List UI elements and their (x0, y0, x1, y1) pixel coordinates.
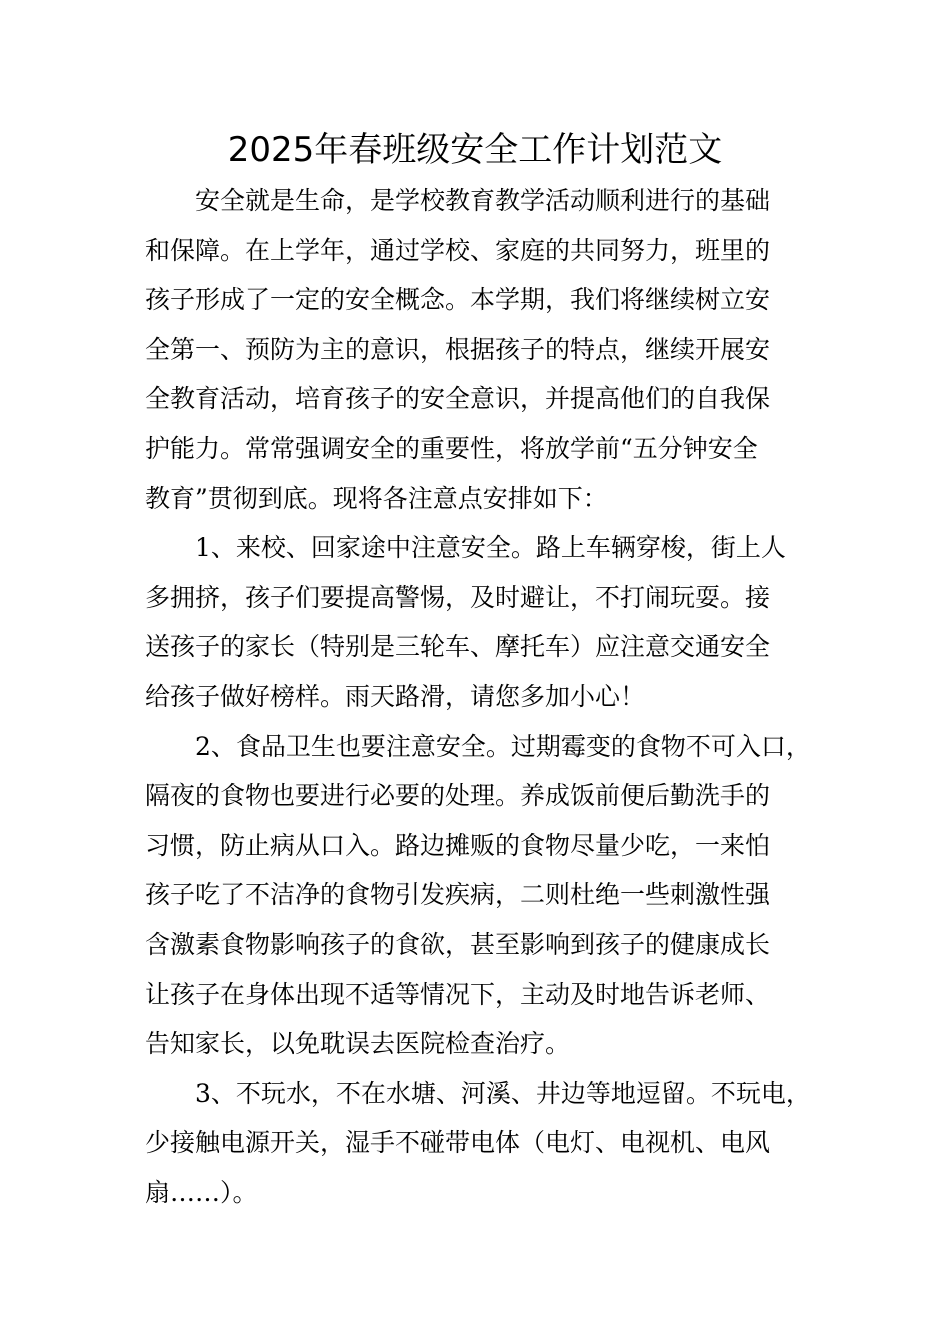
text-line: 习惯，防止病从口入。路边摊贩的食物尽量少吃，一来怕 (145, 830, 771, 860)
text-line: 多拥挤，孩子们要提高警惕，及时避让，不打闹玩耍。接 (145, 582, 771, 612)
text-line: 隔夜的食物也要进行必要的处理。养成饭前便后勤洗手的 (145, 781, 771, 811)
document-title: 2025年春班级安全工作计划范文 (227, 130, 723, 170)
text-line: 安全就是生命，是学校教育教学活动顺利进行的基础 (195, 186, 771, 215)
text-line: 2、食品卫生也要注意安全。过期霉变的食物不可入口， (195, 731, 811, 761)
text-line: 和保障。在上学年，通过学校、家庭的共同努力，班里的 (145, 235, 771, 265)
text-line: 让孩子在身体出现不适等情况下，主动及时地告诉老师、 (145, 979, 771, 1009)
text-line: 少接触电源开关，湿手不碰带电体（电灯、电视机、电风 (145, 1128, 771, 1158)
text-line: 送孩子的家长（特别是三轮车、摩托车）应注意交通安全 (145, 632, 771, 662)
paragraph-item-3 (145, 1069, 810, 1218)
text-line: 给孩子做好榜样。雨天路滑，请您多加小心！ (145, 681, 646, 711)
text-line: 全教育活动，培育孩子的安全意识，并提高他们的自我保 (145, 384, 771, 414)
text-line: 告知家长，以免耽误去医院检查治疗。 (145, 1029, 571, 1059)
text-line: 全第一、预防为主的意识，根据孩子的特点，继续开展安 (145, 334, 771, 364)
text-line: 含激素食物影响孩子的食欲，甚至影响到孩子的健康成长 (145, 929, 771, 959)
text-line: 扇……）。 (145, 1177, 258, 1207)
text-line: 教育”贯彻到底。现将各注意点安排如下： (145, 483, 608, 513)
text-line: 孩子形成了一定的安全概念。本学期，我们将继续树立安 (145, 285, 771, 315)
text-line: 孩子吃了不洁净的食物引发疾病，二则杜绝一些刺激性强 (145, 880, 771, 910)
paragraph-item-2 (145, 722, 810, 1069)
document-body (145, 176, 810, 1217)
text-line: 护能力。常常强调安全的重要性，将放学前“五分钟安全 (145, 433, 758, 463)
paragraph-intro (145, 176, 810, 523)
text-line: 1、来校、回家途中注意安全。路上车辆穿梭，街上人 (195, 533, 786, 563)
paragraph-item-1 (145, 523, 810, 721)
text-line: 3、不玩水，不在水塘、河溪、井边等地逗留。不玩电， (195, 1078, 811, 1108)
